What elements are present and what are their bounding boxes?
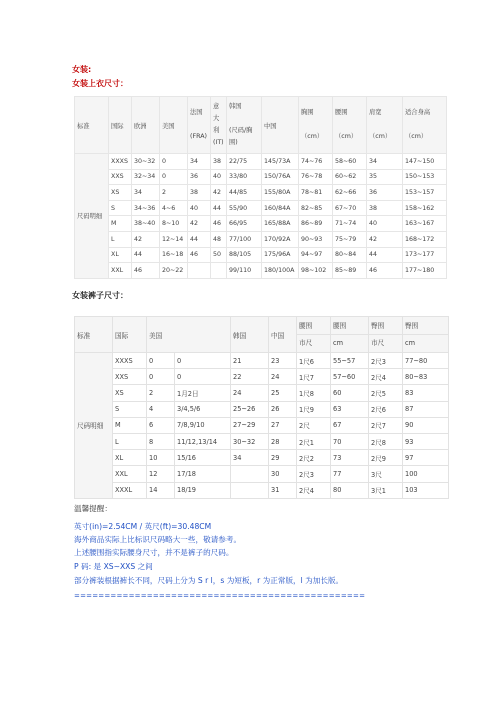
cell-intl: XXS (109, 169, 132, 185)
cell-it: 50 (211, 247, 227, 263)
cell-intl: XL (109, 247, 132, 263)
cell-us1: 0 (147, 353, 175, 369)
cell-height: 147~150 (403, 154, 447, 170)
cell-intl: XS (113, 385, 147, 401)
cell-waist: 71~74 (333, 216, 367, 232)
cell-intl: L (109, 231, 132, 247)
header-it-top: 意大利 (213, 103, 220, 134)
cell-us: 8~10 (160, 216, 188, 232)
table-row (75, 200, 447, 216)
table-row (75, 231, 447, 247)
cell-shoulder: 46 (367, 263, 403, 279)
cell-shoulder: 42 (367, 231, 403, 247)
header-intl: 国际 (109, 97, 132, 154)
header-height-bottom: （cm） (405, 133, 428, 140)
cell-bust: 74~76 (299, 154, 333, 170)
cell-w1: 1尺6 (297, 353, 331, 369)
cell-us: 0 (160, 169, 188, 185)
cell-cn: 25 (269, 385, 297, 401)
cell-height: 150~153 (403, 169, 447, 185)
header-shoulder (367, 97, 403, 154)
header-fr-top: 法国 (190, 109, 203, 116)
note-lengths: 部分裤装根据裤长不同，尺码上分为 S r l，s 为短板，r 为正常版，l 为加长版。 (74, 576, 344, 585)
table-row (75, 154, 447, 170)
cell-kr: 25~26 (231, 401, 269, 417)
cell-w1: 1尺7 (297, 369, 331, 385)
cell-h2: 90 (403, 417, 449, 433)
cell-height: 158~162 (403, 200, 447, 216)
cell-shoulder: 35 (367, 169, 403, 185)
cell-cn: 145/73A (262, 154, 299, 170)
cell-us2: 1月2日 (175, 385, 231, 401)
cell-fr: 46 (188, 247, 211, 263)
table-row (75, 401, 449, 417)
header-bust-bottom: （cm） (301, 133, 324, 140)
cell-intl: L (113, 433, 147, 449)
table-row (75, 385, 449, 401)
cell-height: 173~177 (403, 247, 447, 263)
side-label-size-details: 尺码明细 (75, 154, 109, 279)
cell-us2: 3/4,5/6 (175, 401, 231, 417)
cell-shoulder: 36 (367, 185, 403, 201)
cell-it: 48 (211, 231, 227, 247)
cell-waist: 67~70 (333, 200, 367, 216)
cell-h1: 2尺5 (369, 385, 403, 401)
cell-w1: 1尺9 (297, 401, 331, 417)
header-kr-top: 韩国 (229, 103, 242, 110)
cell-cn: 160/84A (262, 200, 299, 216)
cell-bust: 76~78 (299, 169, 333, 185)
note-tips: 温馨提醒： (74, 504, 112, 513)
cell-height: 168~172 (403, 231, 447, 247)
cell-kr (231, 466, 269, 482)
cell-kr: 30~32 (231, 433, 269, 449)
cell-h1: 2尺9 (369, 450, 403, 466)
cell-waist: 60~62 (333, 169, 367, 185)
cell-kr: 24 (231, 385, 269, 401)
cell-waist: 58~60 (333, 154, 367, 170)
cell-it: 38 (211, 154, 227, 170)
table-row (75, 169, 447, 185)
cell-intl: M (109, 216, 132, 232)
cell-it: 40 (211, 169, 227, 185)
cell-w2: 63 (331, 401, 369, 417)
pants-size-table (74, 316, 449, 499)
cell-bust: 82~85 (299, 200, 333, 216)
heading-women: 女装: (72, 65, 92, 74)
divider-line: ================================================ (74, 592, 366, 600)
cell-fr: 42 (188, 216, 211, 232)
cell-kr: 22/75 (227, 154, 262, 170)
header-shoulder-top: 肩宽 (369, 109, 382, 116)
cell-height: 177~180 (403, 263, 447, 279)
cell-intl: XS (109, 185, 132, 201)
cell-h1: 2尺7 (369, 417, 403, 433)
header-waist-cm-top: 腰围 (331, 318, 368, 335)
header-it (211, 97, 227, 154)
cell-cn: 155/80A (262, 185, 299, 201)
header-standard: 标准 (75, 97, 109, 154)
cell-bust: 86~89 (299, 216, 333, 232)
cell-cn: 150/76A (262, 169, 299, 185)
header-shoulder-bottom: （cm） (369, 133, 392, 140)
cell-intl: M (113, 417, 147, 433)
cell-h1: 2尺4 (369, 369, 403, 385)
cell-kr: 44/85 (227, 185, 262, 201)
cell-shoulder: 44 (367, 247, 403, 263)
cell-h2: 97 (403, 450, 449, 466)
header-hip-chi-bottom: 市尺 (371, 339, 385, 347)
table-row (75, 417, 449, 433)
table-header-row (75, 97, 447, 154)
cell-us1: 8 (147, 433, 175, 449)
cell-kr: 27~29 (231, 417, 269, 433)
header-kr-bottom: (尺码/胸围) (229, 127, 253, 146)
cell-us1: 2 (147, 385, 175, 401)
cell-it: 42 (211, 185, 227, 201)
top-size-table (74, 96, 447, 279)
cell-waist: 85~89 (333, 263, 367, 279)
cell-w1: 2尺4 (297, 482, 331, 498)
cell-cn: 27 (269, 417, 297, 433)
header-cn: 中国 (262, 97, 299, 154)
cell-eu: 34 (132, 185, 160, 201)
cell-eu: 30~32 (132, 154, 160, 170)
table-row (75, 433, 449, 449)
cell-cn: 180/100A (262, 263, 299, 279)
header-waist-chi (297, 317, 331, 353)
cell-fr: 36 (188, 169, 211, 185)
cell-intl: XL (113, 450, 147, 466)
note-p-code: P 码: 是 XS~XXS 之间 (74, 562, 153, 571)
header-us: 美国 (147, 317, 231, 353)
cell-h2: 93 (403, 433, 449, 449)
cell-h2: 80~83 (403, 369, 449, 385)
note-overseas: 海外商品实际上比标识尺码略大一些，敬请参考。 (74, 535, 242, 544)
cell-bust: 78~81 (299, 185, 333, 201)
cell-intl: XXL (113, 466, 147, 482)
cell-cn: 170/92A (262, 231, 299, 247)
cell-us: 12~14 (160, 231, 188, 247)
header-bust (299, 97, 333, 154)
cell-kr: 21 (231, 353, 269, 369)
cell-waist: 75~79 (333, 231, 367, 247)
cell-h2: 100 (403, 466, 449, 482)
cell-h1: 3尺1 (369, 482, 403, 498)
cell-w2: 70 (331, 433, 369, 449)
header-eu: 欧洲 (132, 97, 160, 154)
note-inch: 英寸(in)=2.54CM / 英尺(ft)=30.48CM (74, 522, 212, 531)
header-waist-chi-bottom: 市尺 (299, 339, 313, 347)
header-hip-cm-bottom: cm (405, 339, 416, 347)
cell-us2: 18/19 (175, 482, 231, 498)
cell-fr: 34 (188, 154, 211, 170)
cell-kr: 88/105 (227, 247, 262, 263)
cell-h2: 103 (403, 482, 449, 498)
cell-waist: 80~84 (333, 247, 367, 263)
cell-h1: 3尺 (369, 466, 403, 482)
heading-top-sizes: 女装上衣尺寸： (72, 79, 128, 88)
cell-w2: 57~60 (331, 369, 369, 385)
cell-w1: 2尺1 (297, 433, 331, 449)
cell-cn: 28 (269, 433, 297, 449)
cell-us: 20~22 (160, 263, 188, 279)
cell-cn: 26 (269, 401, 297, 417)
table-row (75, 353, 449, 369)
cell-it: 44 (211, 200, 227, 216)
cell-shoulder: 40 (367, 216, 403, 232)
cell-us1: 6 (147, 417, 175, 433)
cell-bust: 90~93 (299, 231, 333, 247)
header-bust-top: 胸围 (301, 109, 314, 116)
cell-w1: 2尺3 (297, 466, 331, 482)
cell-bust: 94~97 (299, 247, 333, 263)
header-waist-bottom: （cm） (335, 133, 358, 140)
cell-us2: 11/12,13/14 (175, 433, 231, 449)
cell-cn: 31 (269, 482, 297, 498)
table-header-row (75, 317, 449, 353)
header-hip-cm (403, 317, 449, 353)
cell-kr: 22 (231, 369, 269, 385)
table-row (75, 216, 447, 232)
cell-kr: 55/90 (227, 200, 262, 216)
header-standard: 标准 (75, 317, 113, 353)
cell-intl: XXXS (109, 154, 132, 170)
cell-us1: 4 (147, 401, 175, 417)
cell-h1: 2尺6 (369, 401, 403, 417)
cell-eu: 38~40 (132, 216, 160, 232)
cell-intl: S (109, 200, 132, 216)
cell-us: 4~6 (160, 200, 188, 216)
table-row (75, 450, 449, 466)
header-kr: 韩国 (231, 317, 269, 353)
header-it-bottom: (IT) (213, 139, 224, 146)
cell-kr: 34 (231, 450, 269, 466)
cell-shoulder: 38 (367, 200, 403, 216)
cell-w2: 73 (331, 450, 369, 466)
cell-shoulder: 34 (367, 154, 403, 170)
cell-kr: 99/110 (227, 263, 262, 279)
side-label-size-details: 尺码明细 (75, 353, 113, 499)
cell-eu: 44 (132, 247, 160, 263)
cell-kr: 33/80 (227, 169, 262, 185)
cell-w2: 55~57 (331, 353, 369, 369)
cell-cn: 175/96A (262, 247, 299, 263)
cell-eu: 46 (132, 263, 160, 279)
cell-us2: 0 (175, 353, 231, 369)
cell-us1: 14 (147, 482, 175, 498)
table-row (75, 185, 447, 201)
cell-h1: 2尺8 (369, 433, 403, 449)
header-us: 美国 (160, 97, 188, 154)
cell-us2: 0 (175, 369, 231, 385)
cell-w1: 1尺8 (297, 385, 331, 401)
cell-it: 46 (211, 216, 227, 232)
header-height-top: 适合身高 (405, 109, 431, 116)
header-fr (188, 97, 211, 154)
cell-fr: 44 (188, 231, 211, 247)
cell-h2: 87 (403, 401, 449, 417)
cell-us: 16~18 (160, 247, 188, 263)
table-row (75, 369, 449, 385)
cell-cn: 24 (269, 369, 297, 385)
cell-fr: 40 (188, 200, 211, 216)
cell-w2: 80 (331, 482, 369, 498)
cell-us2: 7/8,9/10 (175, 417, 231, 433)
cell-bust: 98~102 (299, 263, 333, 279)
cell-height: 153~157 (403, 185, 447, 201)
cell-kr (231, 482, 269, 498)
cell-w1: 2尺2 (297, 450, 331, 466)
cell-w1: 2尺 (297, 417, 331, 433)
header-waist-cm-bottom: cm (333, 339, 344, 347)
cell-eu: 32~34 (132, 169, 160, 185)
header-hip-chi-top: 臀围 (369, 318, 402, 335)
table-row (75, 482, 449, 498)
cell-intl: XXS (113, 369, 147, 385)
table-row (75, 263, 447, 279)
header-kr (227, 97, 262, 154)
header-height (403, 97, 447, 154)
note-above: 上述腰围指实际腰身尺寸，并不是裤子的尺码。 (74, 548, 234, 557)
table-row (75, 247, 447, 263)
cell-us1: 10 (147, 450, 175, 466)
cell-h2: 83 (403, 385, 449, 401)
cell-cn: 30 (269, 466, 297, 482)
cell-intl: XXL (109, 263, 132, 279)
cell-w2: 77 (331, 466, 369, 482)
cell-fr: 38 (188, 185, 211, 201)
cell-us2: 15/16 (175, 450, 231, 466)
cell-us: 0 (160, 154, 188, 170)
cell-intl: S (113, 401, 147, 417)
cell-eu: 34~36 (132, 200, 160, 216)
header-cn: 中国 (269, 317, 297, 353)
heading-pants-sizes: 女装裤子尺寸： (72, 291, 128, 300)
cell-it (211, 263, 227, 279)
cell-intl: XXXS (113, 353, 147, 369)
header-waist-chi-top: 腰围 (297, 318, 330, 335)
cell-cn: 165/88A (262, 216, 299, 232)
header-fr-bottom: (FRA) (190, 133, 207, 140)
cell-cn: 29 (269, 450, 297, 466)
header-waist (333, 97, 367, 154)
header-intl: 国际 (113, 317, 147, 353)
header-waist-cm (331, 317, 369, 353)
table-row (75, 466, 449, 482)
cell-us: 2 (160, 185, 188, 201)
cell-cn: 23 (269, 353, 297, 369)
cell-w2: 67 (331, 417, 369, 433)
cell-waist: 62~66 (333, 185, 367, 201)
header-hip-cm-top: 臀围 (403, 318, 448, 335)
cell-kr: 77/100 (227, 231, 262, 247)
cell-w2: 60 (331, 385, 369, 401)
header-waist-top: 腰围 (335, 109, 348, 116)
cell-eu: 42 (132, 231, 160, 247)
cell-fr (188, 263, 211, 279)
cell-us1: 0 (147, 369, 175, 385)
header-hip-chi (369, 317, 403, 353)
cell-height: 163~167 (403, 216, 447, 232)
cell-us2: 17/18 (175, 466, 231, 482)
cell-intl: XXXL (113, 482, 147, 498)
cell-us1: 12 (147, 466, 175, 482)
cell-kr: 66/95 (227, 216, 262, 232)
cell-h1: 2尺3 (369, 353, 403, 369)
cell-h2: 77~80 (403, 353, 449, 369)
